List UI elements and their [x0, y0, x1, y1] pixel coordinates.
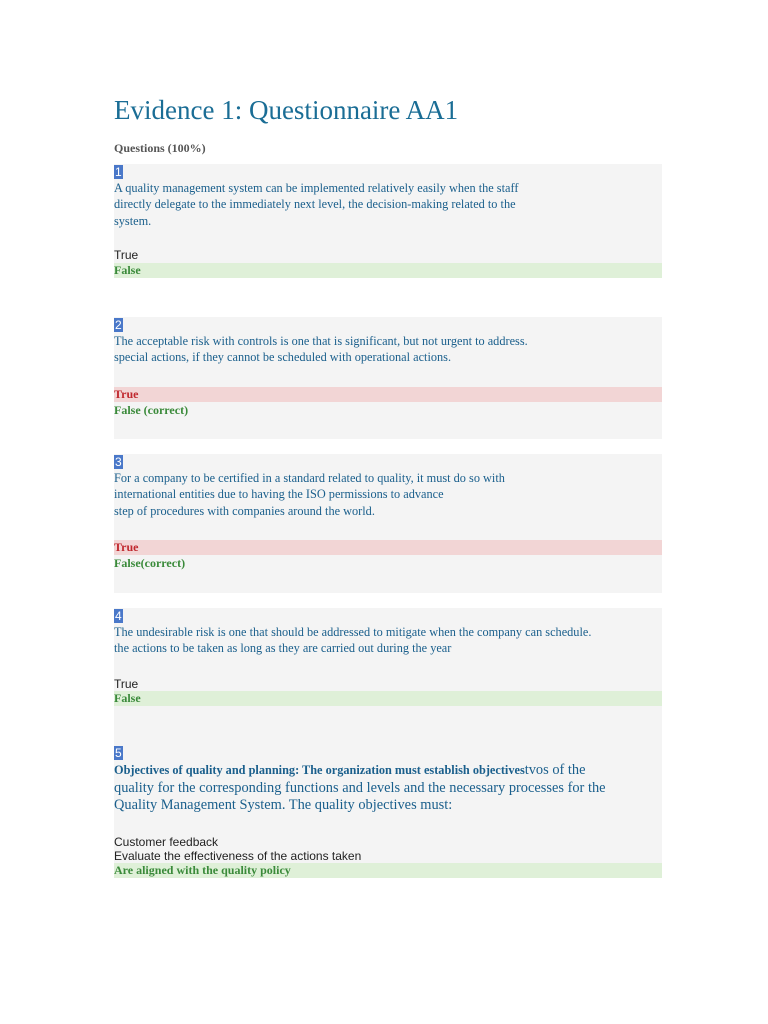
option-true-incorrect[interactable]: True: [114, 540, 662, 555]
section-subtitle: Questions (100%): [114, 141, 206, 155]
question-number: 2: [115, 318, 122, 332]
option-customer-feedback[interactable]: Customer feedback: [114, 835, 219, 849]
question-text: The undesirable risk is one that should be addressed to mitigate when the company can schedule. the actions to be taken as long as they are carried out during the year: [114, 625, 592, 656]
question-number: 1: [115, 165, 122, 179]
option-false-correct[interactable]: False (correct): [114, 403, 189, 417]
option-evaluate-effectiveness[interactable]: Evaluate the effectiveness of the actions taken: [114, 849, 362, 863]
option-false-correct[interactable]: False: [114, 263, 662, 278]
question-text: A quality management system can be implemented relatively easily when the staff directly delegate to the immediately next level, the decision-making related to the system.: [114, 181, 519, 228]
question-number: 3: [115, 455, 122, 469]
question-text: For a company to be certified in a standard related to quality, it must do so with international entities due to having the ISO permissions to advance step of procedures with companies around the world.: [114, 471, 505, 518]
question-text-lead: Objectives of quality and planning: The organization must establish objectives: [114, 763, 525, 777]
question-block-3: [114, 454, 662, 593]
question-number: 5: [115, 746, 122, 760]
question-block-1: [114, 164, 662, 278]
option-true-incorrect[interactable]: True: [114, 387, 662, 402]
question-text-rest: tvos of the quality for the corresponding functions and levels and the necessary processes for the Quality Management System. The quality objectives must:: [114, 762, 606, 813]
option-true[interactable]: True: [114, 677, 139, 691]
document-title: Evidence 1: Questionnaire AA1: [114, 95, 459, 125]
option-aligned-quality-policy-correct[interactable]: Are aligned with the quality policy: [114, 863, 662, 878]
question-block-5: [114, 745, 662, 878]
question-text: [114, 762, 654, 815]
option-false-correct[interactable]: False(correct): [114, 556, 186, 570]
question-text: The acceptable risk with controls is one that is significant, but not urgent to address. special actions, if they cannot be scheduled with operational actions.: [114, 334, 528, 365]
question-block-2: [114, 317, 662, 439]
question-block-4: [114, 608, 662, 745]
option-true[interactable]: True: [114, 248, 139, 262]
question-number: 4: [115, 609, 122, 623]
option-false-correct[interactable]: False: [114, 691, 662, 706]
